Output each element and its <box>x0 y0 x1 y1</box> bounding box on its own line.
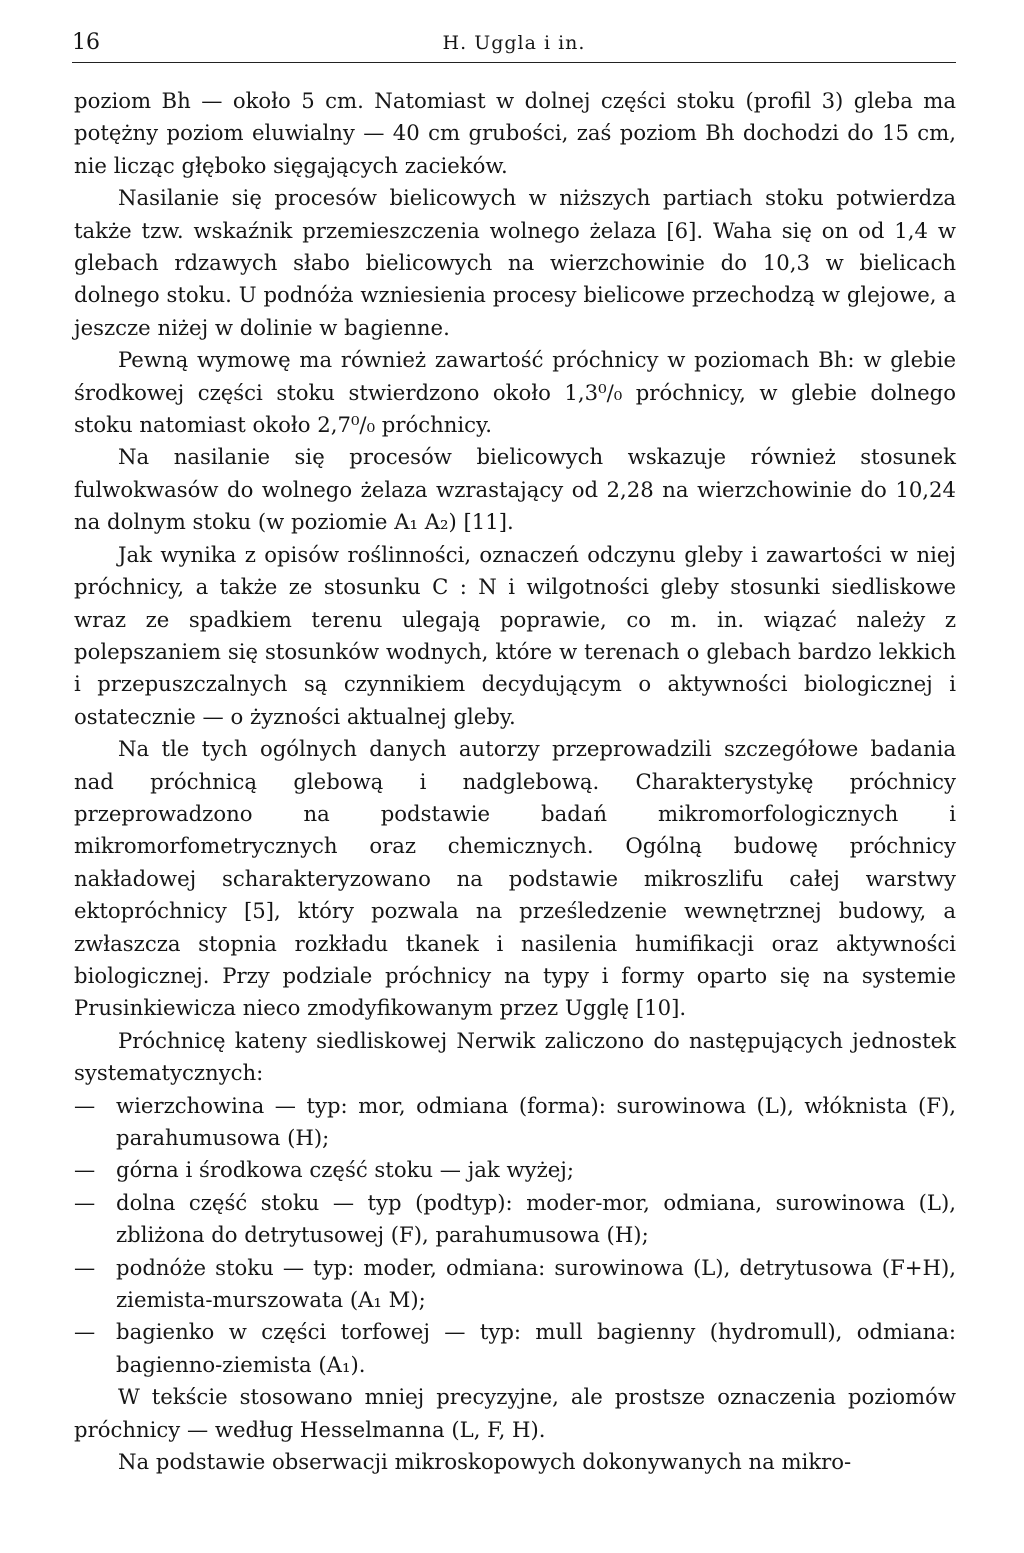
list-dash: — <box>74 1189 96 1215</box>
list-item-text: podnóże stoku — typ: moder, odmiana: surowinowa (L), detrytusowa (F+H), ziemista-murszowata (A₁ M); <box>116 1254 956 1313</box>
list-item <box>74 1187 956 1252</box>
paragraph: Nasilanie się procesów bielicowych w niższych partiach stoku potwierdza także tzw. wskaźnik przemieszczenia wolnego żelaza [6]. Waha się on od 1,4 w glebach rdzawych słabo bielicowych na wierzchowinie do 10,3 w bielicach dolnego stoku. U podnóża wzniesienia procesy bielicowe przechodzą w glejowe, a jeszcze niżej w dolinie w bagienne. <box>74 185 956 340</box>
page-number: 16 <box>72 30 100 55</box>
list-item <box>74 1154 956 1186</box>
list-item-text: dolna część stoku — typ (podtyp): moder-mor, odmiana, surowinowa (L), zbliżona do detrytusowej (F), parahumusowa (H); <box>116 1189 956 1248</box>
running-head: H. Uggla i in. <box>442 32 586 54</box>
paragraph: Na podstawie obserwacji mikroskopowych dokonywanych na mikro- <box>118 1449 852 1475</box>
list-dash: — <box>74 1157 96 1183</box>
paragraph: Próchnicę kateny siedliskowej Nerwik zaliczono do następujących jednostek systematycznych: <box>74 1027 956 1086</box>
paragraph: poziom Bh — około 5 cm. Natomiast w dolnej części stoku (profil 3) gleba ma potężny poziom eluwialny — 40 cm grubości, zaś poziom Bh dochodzi do 15 cm, nie licząc głęboko sięgających zacieków. <box>74 88 956 178</box>
list-item <box>74 1090 956 1155</box>
paragraph: Jak wynika z opisów roślinności, oznaczeń odczynu gleby i zawartości w niej próchnicy, a także ze stosunku C : N i wilgotności gleby stosunki siedliskowe wraz ze spadkiem terenu ulegają poprawie, co m. in. wiązać należy z polepszaniem się stosunków wodnych, które w terenach o glebach bardzo lekkich i przepuszczalnych są czynnikiem decydującym o aktywności biologicznej i ostatecznie — o żyzności aktualnej gleby. <box>74 541 956 729</box>
humus-classification-list <box>74 1090 956 1382</box>
list-dash: — <box>74 1254 96 1280</box>
body-text <box>74 85 956 1478</box>
list-dash: — <box>74 1092 96 1118</box>
paragraph: Na nasilanie się procesów bielicowych wskazuje również stosunek fulwokwasów do wolnego żelaza wzrastający od 2,28 na wierzchowinie do 10,24 na dolnym stoku (w poziomie A₁ A₂) [11]. <box>74 444 956 535</box>
list-item <box>74 1252 956 1317</box>
paragraph: W tekście stosowano mniej precyzyjne, ale prostsze oznaczenia poziomów próchnicy — według Hesselmanna (L, F, H). <box>74 1384 956 1442</box>
paragraph: Na tle tych ogólnych danych autorzy przeprowadzili szczegółowe badania nad próchnicą glebową i nadglebową. Charakterystykę próchnicy przeprowadzono na podstawie badań mikromorfologicznych i mikromorfometrycznych oraz chemicznych. Ogólną budowę próchnicy nakładowej scharakteryzowano na podstawie mikroszlifu całej warstwy ektopróchnicy [5], który pozwala na prześledzenie wewnętrznej budowy, a zwłaszcza stopnia rozkładu tkanek i nasilenia humifikacji oraz aktywności biologicznej. Przy podziale próchnicy na typy i formy oparto się na systemie Prusinkiewicza nieco zmodyfikowanym przez Ugglę [10]. <box>74 736 956 1021</box>
list-item <box>74 1316 956 1381</box>
list-item-text: bagienko w części torfowej — typ: mull bagienny (hydromull), odmiana: bagienno-ziemista (A₁). <box>116 1319 956 1377</box>
list-dash: — <box>74 1319 96 1345</box>
list-item-text: górna i środkowa część stoku — jak wyżej; <box>116 1157 575 1183</box>
list-item-text: wierzchowina — typ: mor, odmiana (forma): surowinowa (L), włóknista (F), parahumusowa (H); <box>116 1092 956 1150</box>
paragraph: Pewną wymowę ma również zawartość próchnicy w poziomach Bh: w glebie środkowej części stoku stwierdzono około 1,3⁰/₀ próchnicy, w glebie dolnego stoku natomiast około 2,7⁰/₀ próchnicy. <box>74 347 956 438</box>
page-header <box>72 28 956 63</box>
